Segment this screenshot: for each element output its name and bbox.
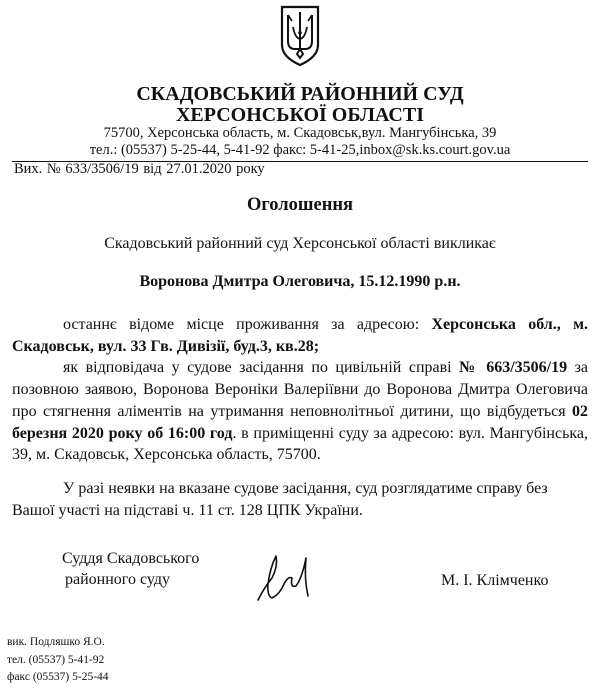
executor-phone: тел. (05537) 5-41-92	[7, 654, 105, 666]
outgoing-reference: Вих. № 633/3506/19 від 27.01.2020 року	[14, 161, 265, 177]
hearing-text-2: за позовною заявою, Воронова Вероніки Валеріївни до Воронова Дмитра Олеговича про стягнення аліментів на утримання неповнолітньої дитини, що відбудеться	[12, 359, 589, 420]
hearing-text-3: . в приміщенні суду за адресою: вул. Мангубінська, 39, м. Скадовськ, Херсонська область, 75700.	[12, 424, 588, 464]
residence-address: Херсонська обл., м. Скадовськ, вул. 33 Гв. Дивізії, буд.3, кв.28;	[12, 316, 588, 355]
absence-notice-text: У разі неявки на вказане судове засідання, суд розглядатиме справу без Вашої участі на підставі ч. 11 ст. 128 ЦПК України.	[12, 480, 548, 519]
hearing-paragraph	[12, 357, 588, 466]
coat-of-arms-emblem	[279, 5, 321, 67]
executor-name: вик. Подляшко Я.О.	[7, 636, 105, 648]
court-name-line2: ХЕРСОНСЬКОЇ ОБЛАСТІ	[175, 104, 424, 126]
summoned-person: Воронова Дмитра Олеговича, 15.12.1990 р.н.	[139, 273, 461, 290]
judge-title-line2: районного суду	[65, 571, 170, 588]
summons-body	[12, 314, 588, 466]
hearing-datetime: 02 березня 2020 року об 16:00 год	[12, 402, 588, 442]
judge-name: М. І. Клімченко	[441, 572, 549, 589]
residence-label: останнє відоме місце проживання за адресою:	[63, 316, 432, 333]
court-address: 75700, Херсонська область, м. Скадовськ,вул. Мангубінська, 39	[103, 125, 497, 141]
case-number: № 663/3506/19	[459, 359, 568, 377]
executor-fax: факс (05537) 5-25-44	[7, 671, 109, 683]
court-name-line1: СКАДОВСЬКИЙ РАЙОННИЙ СУД	[136, 83, 464, 105]
absence-notice	[12, 478, 588, 521]
intro-line: Скадовський районний суд Херсонської області викликає	[104, 235, 496, 252]
court-contacts: тел.: (05537) 5-25-44, 5-41-92 факс: 5-41-25,inbox@sk.ks.court.gov.ua	[89, 142, 511, 158]
residence-paragraph	[12, 314, 588, 357]
document-heading: Оголошення	[246, 195, 354, 215]
judge-title-line1: Суддя Скадовського	[62, 550, 200, 567]
hearing-text-1: як відповідача у судове засідання по цивільній справі	[63, 359, 460, 377]
handwritten-signature	[250, 548, 320, 608]
